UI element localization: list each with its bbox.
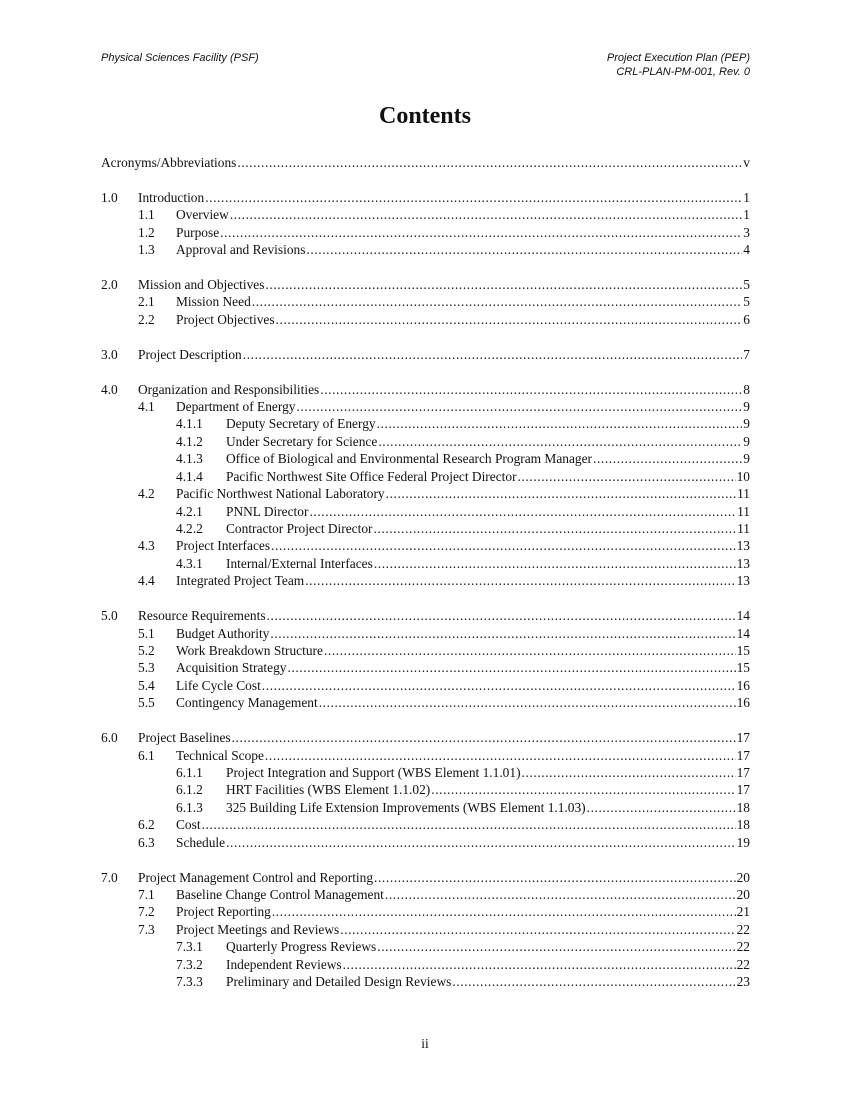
toc-entry-title: Quarterly Progress Reviews	[226, 939, 377, 955]
toc-entry-title: Deputy Secretary of Energy	[226, 416, 376, 432]
toc-entry-number: 1.0	[101, 189, 118, 205]
toc-entry-number: 4.1	[138, 398, 155, 414]
page-title: Contents	[378, 103, 471, 129]
toc-entry[interactable]	[101, 816, 750, 833]
toc-entry-number: 4.1.1	[176, 416, 203, 432]
toc-entry-title: Pacific Northwest National Laboratory	[176, 486, 385, 502]
toc-entry-page: 6	[743, 311, 750, 327]
toc-entry-title: Office of Biological and Environmental Research Program Manager	[226, 451, 593, 467]
toc-entry[interactable]	[101, 241, 750, 258]
toc-entry-page: 19	[736, 834, 750, 850]
toc-entry-title: Approval and Revisions	[176, 242, 306, 258]
toc-entry[interactable]	[101, 764, 750, 781]
toc-entry-page: 17	[736, 730, 750, 746]
page-number: ii	[421, 1036, 429, 1051]
toc-entry[interactable]	[101, 869, 750, 886]
toc-entry-number: 4.1.3	[176, 451, 203, 467]
toc-entry-number: 6.1.3	[176, 799, 203, 815]
toc-entry[interactable]	[101, 433, 750, 450]
toc-entry-title: Cost	[176, 817, 201, 833]
toc-entry-page: 22	[736, 921, 750, 937]
toc-entry-number: 1.2	[138, 224, 155, 240]
toc-entry-number: 4.2	[138, 486, 155, 502]
toc-entry-page: 5	[743, 294, 750, 310]
toc-entry-title: Pacific Northwest Site Office Federal Project Director	[226, 468, 517, 484]
dot-leader	[343, 956, 736, 973]
toc-entry-number: 5.2	[138, 643, 155, 659]
toc-entry-title: Mission and Objectives	[138, 276, 265, 292]
toc-entry-number: 5.1	[138, 625, 155, 641]
dot-leader	[319, 694, 736, 711]
table-of-contents	[101, 154, 750, 991]
dot-leader	[296, 398, 742, 415]
toc-entry-number: 4.0	[101, 381, 118, 397]
toc-entry[interactable]	[101, 642, 750, 659]
toc-entry-page: 7	[743, 346, 750, 362]
toc-entry-number: 4.3	[138, 538, 155, 554]
toc-entry[interactable]	[101, 572, 750, 589]
toc-entry[interactable]	[101, 503, 750, 520]
toc-entry-page: 13	[736, 538, 750, 554]
dot-leader	[265, 276, 742, 293]
dot-leader	[587, 799, 736, 816]
toc-entry-title: Purpose	[176, 224, 220, 240]
toc-entry[interactable]	[101, 520, 750, 537]
toc-entry-title: Work Breakdown Structure	[176, 643, 323, 659]
dot-leader	[271, 537, 736, 554]
toc-entry-page: 17	[736, 782, 750, 798]
toc-entry[interactable]	[101, 747, 750, 764]
toc-entry[interactable]	[101, 276, 750, 293]
toc-entry-title: Under Secretary for Science	[226, 433, 378, 449]
dot-leader	[374, 520, 737, 537]
toc-entry-number: 7.3	[138, 921, 155, 937]
toc-entry[interactable]	[101, 973, 750, 990]
dot-leader	[267, 607, 736, 624]
toc-entry-title: Department of Energy	[176, 398, 296, 414]
toc-entry[interactable]	[101, 450, 750, 467]
dot-leader	[378, 433, 742, 450]
toc-entry[interactable]	[101, 659, 750, 676]
toc-entry-title: Internal/External Interfaces	[226, 555, 373, 571]
dot-leader	[431, 781, 735, 798]
toc-entry-title: Project Interfaces	[176, 538, 271, 554]
toc-entry-page: 5	[743, 276, 750, 292]
toc-entry[interactable]	[101, 921, 750, 938]
toc-entry-page: 21	[736, 904, 750, 920]
toc-entry-page: 18	[736, 799, 750, 815]
toc-entry-title: Project Description	[138, 346, 242, 362]
toc-entry[interactable]	[101, 607, 750, 624]
toc-entry-page: 3	[743, 224, 750, 240]
dot-leader	[237, 154, 742, 171]
toc-entry[interactable]	[101, 468, 750, 485]
toc-entry-number: 6.1	[138, 747, 155, 763]
toc-entry-page: 17	[736, 765, 750, 781]
toc-entry[interactable]	[101, 729, 750, 746]
toc-entry-number: 4.1.4	[176, 468, 203, 484]
dot-leader	[340, 921, 735, 938]
dot-leader	[306, 241, 742, 258]
toc-entry[interactable]	[101, 224, 750, 241]
toc-entry-number: 5.0	[101, 608, 118, 624]
toc-entry[interactable]	[101, 398, 750, 415]
header-document-number: CRL-PLAN-PM-001, Rev. 0	[616, 66, 750, 78]
toc-entry[interactable]	[101, 485, 750, 502]
toc-entry-page: 9	[743, 433, 750, 449]
toc-entry-page: 9	[743, 451, 750, 467]
dot-leader	[324, 642, 736, 659]
toc-entry[interactable]	[101, 677, 750, 694]
toc-entry-number: 6.1.2	[176, 782, 203, 798]
toc-entry-number: 5.4	[138, 677, 155, 693]
dot-leader	[309, 503, 736, 520]
toc-entry-title: Project Objectives	[176, 311, 275, 327]
dot-leader	[272, 903, 736, 920]
dot-leader	[374, 555, 736, 572]
toc-entry-title: Project Meetings and Reviews	[176, 921, 340, 937]
toc-entry-page: 1	[743, 207, 750, 223]
dot-leader	[252, 293, 743, 310]
toc-entry[interactable]	[101, 346, 750, 363]
toc-entry-title: Project Baselines	[138, 730, 231, 746]
toc-entry-page: 16	[736, 695, 750, 711]
toc-entry[interactable]	[101, 694, 750, 711]
toc-entry-page: 13	[736, 573, 750, 589]
toc-entry-number: 7.2	[138, 904, 155, 920]
toc-entry-title: Integrated Project Team	[176, 573, 305, 589]
toc-entry-title: Life Cycle Cost	[176, 677, 261, 693]
toc-entry[interactable]	[101, 415, 750, 432]
dot-leader	[522, 764, 736, 781]
toc-entry-number: 7.1	[138, 887, 155, 903]
toc-entry-page: v	[743, 155, 750, 170]
toc-entry[interactable]	[101, 956, 750, 973]
toc-entry-number: 5.5	[138, 695, 155, 711]
toc-entry-title: Acronyms/Abbreviations	[101, 155, 237, 170]
dot-leader	[386, 485, 736, 502]
toc-entry-number: 6.1.1	[176, 765, 203, 781]
toc-entry-page: 18	[736, 817, 750, 833]
toc-entry[interactable]	[101, 938, 750, 955]
toc-entry[interactable]	[101, 293, 750, 310]
toc-entry-page: 16	[736, 677, 750, 693]
toc-entry[interactable]	[101, 625, 750, 642]
toc-entry-title: Contractor Project Director	[226, 521, 373, 536]
dot-leader	[202, 816, 736, 833]
toc-entry-page: 15	[736, 660, 750, 676]
toc-entry-page: 22	[736, 956, 750, 972]
toc-entry-number: 7.0	[101, 869, 118, 885]
toc-entry-title: Mission Need	[176, 294, 251, 310]
toc-entry-title: Independent Reviews	[226, 956, 342, 972]
toc-entry[interactable]	[101, 206, 750, 223]
toc-entry-title: PNNL Director	[226, 503, 309, 519]
dot-leader	[265, 747, 736, 764]
toc-entry-title: Overview	[176, 207, 229, 223]
toc-entry-number: 4.3.1	[176, 555, 203, 571]
dot-leader	[220, 224, 742, 241]
toc-entry-number: 6.0	[101, 730, 118, 746]
toc-entry-page: 9	[743, 416, 750, 432]
dot-leader	[270, 625, 735, 642]
toc-entry-number: 6.2	[138, 817, 155, 833]
toc-entry-title: Preliminary and Detailed Design Reviews	[226, 974, 452, 990]
toc-entry-number: 6.3	[138, 834, 155, 850]
toc-entry-number: 2.1	[138, 294, 155, 310]
toc-entry-page: 11	[737, 503, 750, 519]
toc-entry-title: Project Reporting	[176, 904, 271, 920]
dot-leader	[243, 346, 743, 363]
dot-leader	[377, 415, 743, 432]
toc-entry[interactable]	[101, 381, 750, 398]
dot-leader	[518, 468, 736, 485]
toc-entry-number: 7.3.2	[176, 956, 203, 972]
dot-leader	[232, 729, 736, 746]
toc-entry-title: Contingency Management	[176, 695, 318, 711]
toc-entry[interactable]	[101, 781, 750, 798]
toc-entry[interactable]	[101, 903, 750, 920]
dot-leader	[287, 659, 735, 676]
dot-leader	[205, 189, 742, 206]
toc-entry-number: 4.2.2	[176, 521, 203, 536]
dot-leader	[305, 572, 735, 589]
toc-entry-title: Budget Authority	[176, 625, 270, 641]
toc-entry-title: Project Management Control and Reporting	[138, 869, 374, 885]
toc-entry-page: 10	[736, 468, 750, 484]
toc-entry[interactable]	[101, 311, 750, 328]
toc-entry-page: 4	[743, 242, 750, 258]
running-header-right	[607, 51, 750, 79]
toc-entry-page: 23	[736, 974, 750, 990]
toc-entry-title: 325 Building Life Extension Improvements (WBS Element 1.1.03)	[226, 799, 586, 815]
toc-entry-page: 9	[743, 398, 750, 414]
toc-entry-page: 1	[743, 189, 750, 205]
dot-leader	[320, 381, 742, 398]
toc-entry-page: 20	[736, 887, 750, 903]
toc-entry-title: Organization and Responsibilities	[138, 381, 320, 397]
toc-entry[interactable]	[101, 834, 750, 851]
toc-entry-number: 1.3	[138, 242, 155, 258]
toc-entry[interactable]	[101, 154, 750, 171]
toc-entry[interactable]	[101, 537, 750, 554]
dot-leader	[593, 450, 742, 467]
dot-leader	[377, 938, 735, 955]
toc-entry-number: 1.1	[138, 207, 155, 223]
toc-entry-page: 11	[737, 521, 750, 536]
dot-leader	[276, 311, 743, 328]
toc-entry-number: 4.1.2	[176, 433, 203, 449]
toc-entry-page: 15	[736, 643, 750, 659]
dot-leader	[226, 834, 736, 851]
toc-entry-number: 4.4	[138, 573, 155, 589]
toc-entry-title: Introduction	[138, 189, 205, 205]
dot-leader	[230, 206, 742, 223]
toc-entry-number: 2.0	[101, 276, 118, 292]
toc-entry-number: 4.2.1	[176, 503, 203, 519]
toc-entry-page: 22	[736, 939, 750, 955]
toc-entry-page: 20	[736, 869, 750, 885]
toc-entry-number: 7.3.3	[176, 974, 203, 990]
toc-entry-title: Technical Scope	[176, 747, 264, 763]
toc-entry[interactable]	[101, 189, 750, 206]
toc-entry[interactable]	[101, 799, 750, 816]
toc-entry-page: 8	[743, 381, 750, 397]
running-header-left: Physical Sciences Facility (PSF)	[101, 52, 259, 64]
toc-entry-number: 3.0	[101, 346, 118, 362]
toc-entry[interactable]	[101, 555, 750, 572]
dot-leader	[385, 886, 736, 903]
toc-entry[interactable]	[101, 886, 750, 903]
header-document-title: Project Execution Plan (PEP)	[606, 52, 750, 64]
toc-entry-number: 7.3.1	[176, 939, 203, 955]
toc-entry-title: HRT Facilities (WBS Element 1.1.02)	[226, 782, 431, 798]
toc-entry-title: Resource Requirements	[138, 608, 266, 624]
toc-entry-title: Schedule	[176, 834, 226, 850]
toc-entry-title: Acquisition Strategy	[176, 660, 287, 676]
toc-entry-title: Project Integration and Support (WBS Element 1.1.01)	[226, 765, 521, 781]
dot-leader	[262, 677, 736, 694]
dot-leader	[374, 869, 736, 886]
dot-leader	[452, 973, 735, 990]
toc-entry-title: Baseline Change Control Management	[176, 887, 384, 903]
toc-entry-page: 13	[736, 555, 750, 571]
toc-entry-number: 2.2	[138, 311, 155, 327]
toc-entry-page: 14	[736, 608, 750, 624]
toc-entry-page: 11	[737, 486, 750, 502]
toc-entry-page: 17	[736, 747, 750, 763]
toc-entry-page: 14	[736, 625, 750, 641]
toc-entry-number: 5.3	[138, 660, 155, 676]
